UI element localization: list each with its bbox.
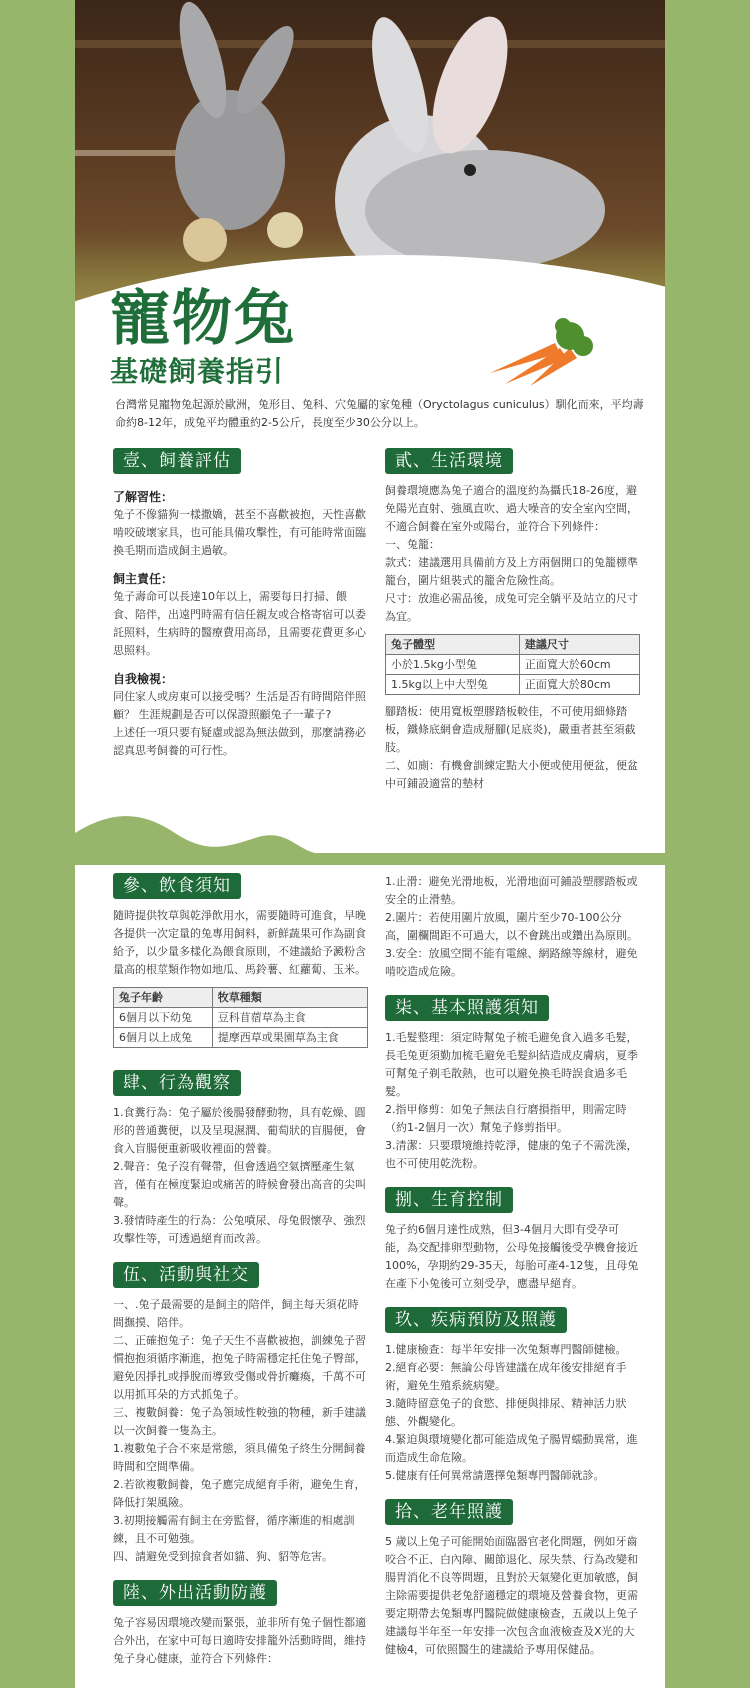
table-row [114,1008,368,1028]
section-heading: 參、飲食須知 [113,873,241,899]
paragraph: 2.絕育必要：無論公母皆建議在成年後安排絕育手術，避免生殖系統病變。 [385,1361,627,1392]
section-environment [385,448,640,793]
paragraph: 3.安全：放風空間不能有電線、網路線等線材，避免啃咬造成危險。 [385,947,638,978]
paragraph: 1.健康檢查：每半年安排一次兔類專門醫師健檢。 [385,1343,627,1356]
paragraph: 2.指甲修剪：如兔子無法自行磨損指甲，則需定時（約1-2個月一次）幫兔子修剪指甲。 [385,1103,627,1134]
table-cell: 6個月以上成兔 [114,1028,213,1048]
section-assessment [113,448,368,760]
paragraph: 隨時提供牧草與乾淨飲用水，需要隨時可進食，早晚各提供一次定量的兔專用飼料，新鮮蔬果可作為副食給予，以少量多樣化為餵食原則，不建議給予澱粉含量高的根莖類作物如地瓜、馬鈴薯、紅蘿蔔、玉米。 [113,909,366,976]
paragraph: 兔子不像貓狗一樣撒嬌，甚至不喜歡被抱，天性喜歡啃咬破壞家具，也可能具備攻擊性，有可能時常面臨換毛期而造成飼主過敏。 [113,508,366,557]
page-subtitle: 基礎飼養指引 [110,355,285,388]
table-row [114,1028,368,1048]
right-column [385,448,640,793]
subheading: 飼主責任： [113,572,174,586]
section-heading: 陸、外出活動防護 [113,1580,277,1606]
paragraph: 1.毛髮整理：須定時幫兔子梳毛避免食入過多毛髮，長毛兔更須勤加梳毛避免毛髮糾結造成皮膚病，夏季可幫兔子剃毛散熱，也可以避免換毛時誤食過多毛髮。 [385,1031,638,1098]
paragraph: 兔子壽命可以長達10年以上，需要每日打掃、餵食、陪伴，出遠門時需有信任親友或合格寄宿可以委託照料，生病時的醫療費用高昂，且需要花費更多心思照料。 [113,590,366,657]
paragraph: 3.隨時留意兔子的食慾、排便與排尿、精神活力狀態、外觀變化。 [385,1397,627,1428]
paragraph: 一、兔籠： [385,538,440,551]
table-cell: 小於1.5kg小型兔 [386,655,520,675]
section-senior-care [385,1499,640,1659]
page-one-columns [75,448,665,793]
paragraph: 1.複數兔子合不來是常態，須具備兔子終生分開飼養時間和空間準備。 [113,1442,366,1473]
paragraph: 四、請避免受到掠食者如貓、狗、貂等危害。 [113,1550,333,1563]
section-heading: 伍、活動與社交 [113,1262,259,1288]
green-wave [75,803,665,863]
paragraph: 兔子約6個月達性成熟，但3-4個月大即有受孕可能，為交配排卵型動物，公母兔接觸後受孕機會接近100%，孕期約29-35天，每胎可產4-12隻，且母兔在產下小兔後可立刻受孕，應盡早絕育。 [385,1223,639,1290]
paragraph: 三、複數飼養：兔子為領域性較強的物種，新手建議以一次飼養一隻為主。 [113,1406,366,1437]
paragraph: 尺寸：放進必需品後，成兔可完全躺平及站立的尺寸為宜。 [385,592,638,623]
section-behavior [113,1070,368,1248]
paragraph: 4.緊迫與環境變化都可能造成兔子腸胃蠕動異常，進而造成生命危險。 [385,1433,638,1464]
paragraph: 款式：建議選用具備前方及上方兩個開口的兔籠標準籠台，圍片組裝式的籠舍危險性高。 [385,556,638,587]
rabbits-photo [75,0,665,330]
right-column [385,873,640,1668]
paragraph: 1.食糞行為：兔子屬於後腸發酵動物，具有乾燥、圓形的普通糞便，以及呈現濕潤、葡萄狀的盲腸便，會食入盲腸便重新吸收裡面的營養。 [113,1106,366,1155]
section-outdoor-continued [385,873,640,981]
carrot-icon [485,318,595,388]
paragraph: 二、正確抱兔子：兔子天生不喜歡被抱，訓練兔子習慣抱抱須循序漸進，抱兔子時需穩定托住兔子臀部，避免因掙扎或掙脫而導致受傷或骨折癱瘓，千萬不可以用抓耳朵的方式抓兔子。 [113,1334,366,1401]
page-two-columns [75,873,665,1668]
paragraph: 3.初期接觸需有飼主在旁監督，循序漸進的相處訓練，且不可勉強。 [113,1514,355,1545]
paragraph: 二、如廁：有機會訓練定點大小便或使用便盆，便盆中可鋪設適當的墊材 [385,759,638,790]
section-heading: 貳、生活環境 [385,448,513,474]
section-activity [113,1262,368,1566]
left-column [113,448,368,793]
table-cell: 6個月以下幼兔 [114,1008,213,1028]
section-heading: 捌、生育控制 [385,1187,513,1213]
section-outdoor [113,1580,368,1668]
table-header: 兔子體型 [386,635,520,655]
section-basic-care [385,995,640,1173]
table-cell: 1.5kg以上中大型兔 [386,675,520,695]
paragraph: 3.發情時產生的行為：公兔噴尿、母兔假懷孕、強烈攻擊性等，可透過絕育而改善。 [113,1214,366,1245]
section-heading: 拾、老年照護 [385,1499,513,1525]
table-cell: 豆科苜蓿草為主食 [212,1008,367,1028]
paragraph: 飼養環境應為兔子適合的溫度約為攝氏18-26度，避免陽光直射、強風直吹、過大噪音的安全室內空間，不適合飼養在室外或陽台，並符合下列條件： [385,484,638,533]
paragraph: 1.止滑：避免光滑地板，光滑地面可鋪設塑膠踏板或安全的止滑墊。 [385,875,638,906]
section-disease [385,1307,640,1485]
paragraph: 兔子容易因環境改變而緊張，並非所有兔子個性都適合外出，在家中可每日適時安排籠外活動時間，維持兔子身心健康，並符合下列條件： [113,1616,366,1665]
paragraph: 腳踏板：使用寬板塑膠踏板較佳，不可使用細條踏板，鐵條底網會造成掰腳(足底炎)，嚴重者甚至須截肢。 [385,705,636,754]
page-one [75,0,665,863]
section-diet [113,873,368,1056]
hay-table [113,987,368,1048]
table-cell: 正面寬大於60cm [519,655,639,675]
table-header: 建議尺寸 [519,635,639,655]
table-cell: 正面寬大於80cm [519,675,639,695]
section-heading: 壹、飼養評估 [113,448,241,474]
paragraph: 一、.兔子最需要的是飼主的陪伴，飼主每天須花時間撫摸、陪伴。 [113,1298,359,1329]
section-heading: 柒、基本照護須知 [385,995,549,1021]
table-header: 牧草種類 [212,988,367,1008]
section-heading: 玖、疾病預防及照護 [385,1307,567,1333]
left-column [113,873,368,1668]
subheading: 了解習性： [113,490,174,504]
page-title: 寵物兔 [110,284,296,354]
paragraph: 上述任一項只要有疑慮或認為無法做到，那麼請務必認真思考飼養的可行性。 [113,726,366,757]
intro-text: 台灣常見寵物兔起源於歐洲，兔形目、兔科、穴兔屬的家兔種（Oryctolagus cuniculus）馴化而來，平均壽命約8-12年，成兔平均體重約2-5公斤，長度至少30公分以上。 [115,398,644,429]
paragraph: 2.聲音：兔子沒有聲帶，但會透過空氣擠壓產生氣音，僅有在極度緊迫或痛苦的時候會發出高音的尖叫聲。 [113,1160,366,1209]
section-birth-control [385,1187,640,1293]
table-row [386,655,640,675]
paragraph: 同住家人或房東可以接受嗎？生活是否有時間陪伴照顧？ 生涯規劃是否可以保證照顧兔子一輩子? [113,690,366,721]
section-heading: 肆、行為觀察 [113,1070,241,1096]
paragraph: 5.健康有任何異常請選擇兔類專門醫師就診。 [385,1469,605,1482]
table-header: 兔子年齡 [114,988,213,1008]
paragraph: 3.清潔：只要環境維持乾淨，健康的兔子不需洗澡，也不可使用乾洗粉。 [385,1139,638,1170]
page-two [75,865,665,1688]
paragraph: 2.圍片：若使用圍片放風，圍片至少70-100公分高，圍欄間距不可過大，以不會跳出或鑽出為原則。 [385,911,638,942]
paragraph: 5 歲以上兔子可能開始面臨器官老化問題，例如牙齒咬合不正、白內障、關節退化、尿失禁、行為改變和腸胃消化不良等問題，且對於天氣變化更加敏感，飼主除需要提供老兔舒適穩定的環境及營養食物，更需要定期帶去兔類專門醫院做健康檢查，五歲以上兔子建議每半年至一年安排一次包含血液檢查及X光的大健檢4，可依照醫生的建議給予專用保健品。 [385,1535,638,1656]
subheading: 自我檢視： [113,672,174,686]
cage-size-table [385,634,640,695]
table-row [386,675,640,695]
table-cell: 提摩西草或果園草為主食 [212,1028,367,1048]
paragraph: 2.若欲複數飼養，兔子應完成絕育手術，避免生育，降低打架風險。 [113,1478,366,1509]
